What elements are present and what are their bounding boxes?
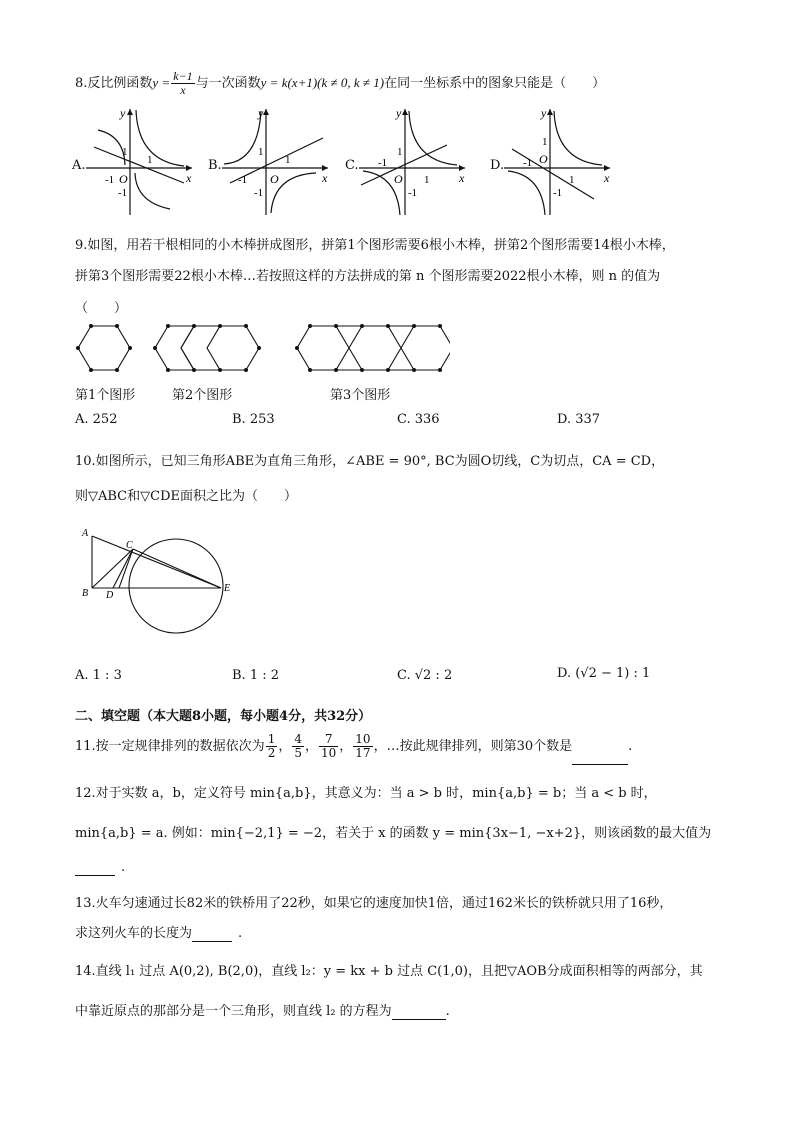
q8a-axis-y: y (120, 106, 126, 120)
q9-line1: 9.如图，用若干根相同的小木棒拼成图形，拼第1个图形需要6根小木棒，拼第2个图形需要14根小木棒， (75, 238, 675, 253)
q8-frac-num: k−1 (173, 69, 193, 84)
q9-figure-label-3: 第3个图形 (330, 388, 391, 403)
q11-frac-4-num: 10 (355, 732, 371, 747)
q8d-axis-x: x (604, 171, 610, 185)
q9-line3: （ ） (75, 301, 128, 316)
q9-figure-label-1: 第1个图形 (75, 388, 136, 403)
q10-label-c: C (126, 540, 133, 551)
q11-frac-2-den: 5 (294, 746, 302, 760)
q8c-axis-y: y (396, 106, 402, 120)
q11-frac-2-num: 4 (294, 732, 302, 747)
q11-suffix: ，…按此规律排列，则第30个数是 (373, 739, 573, 754)
q12-end: . (121, 860, 126, 875)
q8d-tick-x: 1 (569, 174, 575, 186)
q13-line2-wrap (75, 922, 242, 942)
q8-frac-den: x (180, 83, 186, 97)
q8-option-b[interactable] (208, 105, 333, 220)
q8-mid: 与一次函数 (195, 76, 261, 91)
q8a-origin: O (119, 172, 128, 186)
q9-option-a[interactable]: A. 252 (75, 412, 118, 427)
q8a-tick-x: 1 (147, 154, 153, 166)
q8b-tick-neg-y: -1 (254, 187, 264, 199)
q8d-tick-neg-x: -1 (523, 157, 533, 169)
q8b-origin: O (270, 172, 279, 186)
q8c-origin: O (394, 172, 403, 186)
q8b-axis-y: y (258, 106, 264, 120)
q12-answer-blank[interactable] (75, 860, 115, 876)
q8b-tick-y: 1 (258, 146, 264, 158)
q8a-axis-x: x (186, 171, 192, 185)
q9-figure-label-2: 第2个图形 (172, 388, 233, 403)
q8-fraction (171, 70, 194, 96)
q14-answer-blank[interactable] (392, 1004, 446, 1020)
q8-graph-b (208, 105, 333, 220)
q13-line1: 13.火车匀速通过长82米的铁桥用了22秒，如果它的速度加快1倍，通过162米长的铁桥就只用了16秒， (75, 896, 673, 911)
q11-frac-1-den: 2 (267, 746, 276, 760)
q8c-tick-neg-y: -1 (408, 187, 418, 199)
q8-option-c[interactable] (345, 105, 470, 220)
q8-ylhs: y = (152, 75, 171, 90)
q9-option-b[interactable]: B. 253 (232, 412, 275, 427)
q8-graph-a (72, 105, 197, 220)
q14-line1: 14.直线 l₁ 过点 A(0,2), B(2,0)，直线 l₂：y = kx + b 过点 C(1,0)，且把▽AOB分成面积相等的两部分，其 (75, 964, 703, 979)
q11-end: . (628, 739, 633, 754)
q12-line1: 12.对于实数 a，b，定义符号 min{a,b}，其意义为：当 a > b 时，min{a,b} = b；当 a < b 时， (75, 786, 657, 801)
section2-title: 二、填空题（本大题8小题，每小题4分，共32分） (75, 709, 372, 724)
q13-line2: 求这列火车的长度为 (75, 926, 193, 941)
q8c-tick-neg-x: -1 (378, 157, 388, 169)
q8-prefix: 8.反比例函数 (75, 76, 153, 91)
q8a-tick-y: 1 (122, 146, 128, 158)
q10-line1: 10.如图所示，已知三角形ABE为直角三角形，∠ABE = 90°, BC为圆O切线，C为切点，CA = CD， (75, 454, 665, 469)
q8d-axis-y: y (541, 106, 547, 120)
q10-line2: 则▽ABC和▽CDE面积之比为（ ） (75, 489, 297, 504)
q9-option-c[interactable]: C. 336 (397, 412, 440, 427)
q12-line2: min{a,b} = a. 例如：min{−2,1} = −2，若关于 x 的函数 y = min{3x−1, −x+2}，则该函数的最大值为 (75, 826, 712, 841)
q8-graph-c (345, 105, 470, 220)
q11-prefix: 11.按一定规律排列的数据依次为 (75, 739, 265, 754)
q8-option-d[interactable] (490, 105, 615, 220)
q8-stem (75, 68, 605, 98)
q10-label-a: A (82, 528, 89, 539)
q13-end: . (238, 926, 243, 941)
q10-label-d: D (106, 590, 114, 601)
q14-end: . (445, 1004, 450, 1019)
q8b-axis-x: x (322, 171, 328, 185)
q13-answer-blank[interactable] (192, 926, 232, 942)
q10-label-b: B (82, 588, 89, 599)
q11-frac-3 (319, 733, 338, 759)
q11-answer-blank[interactable] (572, 730, 628, 765)
q10-option-d[interactable]: D. (√2 − 1) : 1 (557, 666, 651, 681)
q8-linear: y = k(x+1)(k ≠ 0, k ≠ 1) (260, 75, 385, 90)
q11-frac-1-num: 1 (267, 732, 276, 747)
q8b-tick-neg-x: -1 (238, 174, 248, 186)
q8-option-a[interactable] (72, 105, 197, 220)
q8b-tick-x: 1 (285, 154, 291, 166)
q8-option-d-label: D. (490, 158, 505, 173)
q8c-axis-x: x (459, 171, 465, 185)
q9-figures (70, 318, 450, 378)
q8d-tick-neg-y: -1 (553, 187, 563, 199)
q8-suffix: 在同一坐标系中的图象只能是（ ） (384, 76, 606, 91)
q8-option-c-label: C. (345, 158, 359, 173)
q10-option-b[interactable]: B. 1 : 2 (232, 668, 280, 683)
q8c-tick-x: 1 (424, 174, 430, 186)
q8a-tick-neg-x: -1 (105, 174, 115, 186)
q11-frac-4-den: 17 (355, 746, 371, 760)
q9-line2: 拼第3个图形需要22根小木棒…若按照这样的方法拼成的第 n 个图形需要2022根小木棒，则 n 的值为 (75, 269, 661, 284)
q14-line2-wrap (75, 1000, 450, 1020)
q8-option-a-label: A. (72, 158, 86, 173)
q11-frac-4 (353, 733, 372, 759)
q10-option-c[interactable]: C. √2 : 2 (397, 668, 453, 683)
q11-stem: 11.按一定规律排列的数据依次为 $\frac{1}{2}$ ， $\frac{4}{5}$ ， $\frac{7}{10}$ ， $\frac{10}{17}$ ，…按此规律排列，则第30个数是 . (75, 730, 632, 764)
q8d-tick-y: 1 (542, 136, 548, 148)
q11-frac-2 (292, 733, 304, 759)
q11-frac-1 (266, 733, 278, 759)
q12-answer-line (75, 860, 125, 876)
q8c-tick-y: 1 (397, 146, 403, 158)
q10-label-e: E (224, 583, 231, 594)
q10-figure (78, 520, 248, 660)
q9-option-d[interactable]: D. 337 (557, 412, 601, 427)
q8-graph-d (490, 105, 615, 220)
q8a-tick-neg-y: -1 (118, 187, 128, 199)
q10-option-a[interactable]: A. 1 : 3 (75, 668, 122, 683)
q11-frac-3-den: 10 (321, 746, 337, 760)
q11-frac-3-num: 7 (319, 733, 338, 747)
q8-option-b-label: B. (208, 158, 222, 173)
q8d-origin: O (539, 152, 548, 166)
q14-line2: 中靠近原点的那部分是一个三角形，则直线 l₂ 的方程为 (75, 1004, 392, 1019)
